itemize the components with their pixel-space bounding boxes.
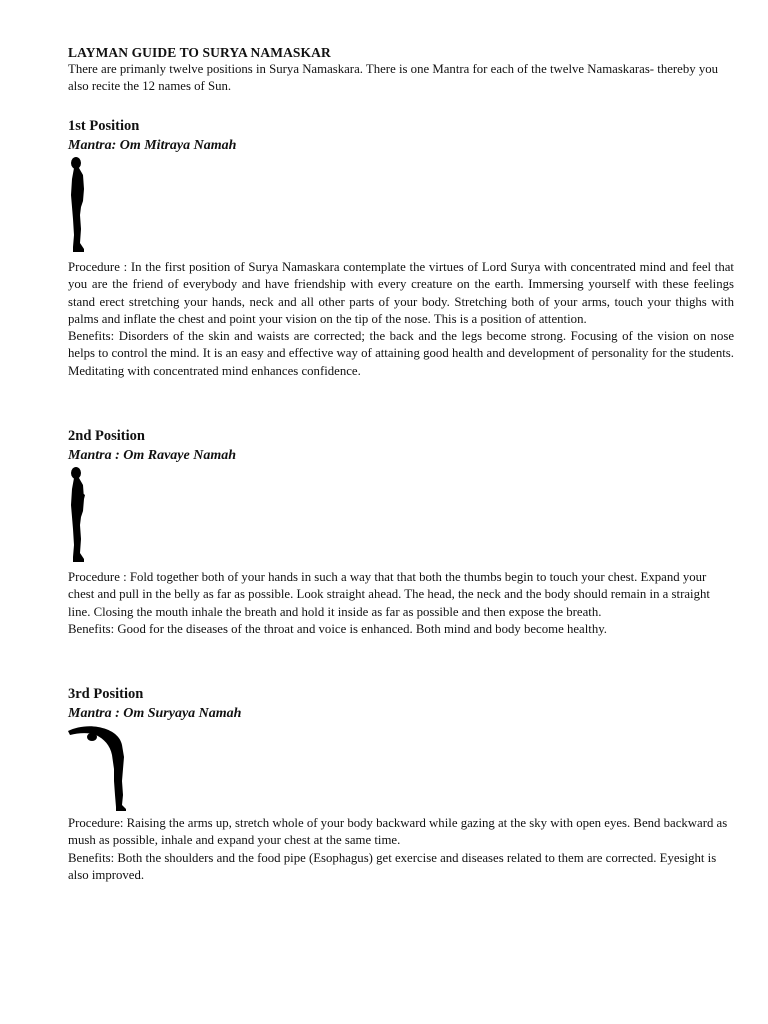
benefits-text: Benefits: Disorders of the skin and waists are corrected; the back and the legs become strong. Focusing of the vision on nose helps to control the mind. It is an easy and effective way of attaining good health and development of personality for the students. Meditating with concentrated mind enhances confidence. <box>68 329 734 378</box>
benefits-text: Benefits: Both the shoulders and the food pipe (Esophagus) get exercise and diseases related to them are corrected. Eyesight is also improved. <box>68 850 717 882</box>
document-intro: There are primanly twelve positions in Surya Namaskara. There is one Mantra for each of the twelve Namaskaras- thereby you also recite the 12 names of Sun. <box>68 62 719 93</box>
section-heading: 2nd Position <box>68 428 145 444</box>
document-page <box>68 44 734 882</box>
section-heading: 1st Position <box>68 118 140 134</box>
standing-pose-figure-icon <box>68 157 92 255</box>
backbend-pose-figure-icon <box>68 725 130 813</box>
section-3rd-position <box>68 684 734 884</box>
procedure-text: Procedure : In the first position of Surya Namaskara contemplate the virtues of Lord Surya with concentrated mind and feel that you are the friend of everybody and have friendship with every creature on the earth. Immersing yourself with these feelings stand erect stretching your hands, neck and all other parts of your body. Stretching both of your arms, touch your thighs with palms and inflate the chest and point your vision on the tip of the nose. This is a position of attention. <box>68 260 734 326</box>
benefits-text: Benefits: Good for the diseases of the throat and voice is enhanced. Both mind and body become healthy. <box>68 621 607 636</box>
section-heading: 3rd Position <box>68 686 144 702</box>
document-title: LAYMAN GUIDE TO SURYA NAMASKAR <box>68 45 331 60</box>
mantra-text: Mantra : Om Ravaye Namah <box>68 448 236 463</box>
standing-pose-figure-icon <box>68 467 92 565</box>
section-2nd-position <box>68 426 734 638</box>
procedure-text: Procedure: Raising the arms up, stretch whole of your body backward while gazing at the sky with open eyes. Bend backward as mush as possible, inhale and expand your chest at the same time. <box>68 816 728 848</box>
mantra-text: Mantra: Om Mitraya Namah <box>68 138 237 153</box>
mantra-text: Mantra : Om Suryaya Namah <box>68 706 242 721</box>
section-1st-position <box>68 116 734 380</box>
procedure-text: Procedure : Fold together both of your hands in such a way that that both the thumbs begin to touch your chest. Expand your chest and pull in the belly as far as possible. Look straight ahead. The head, the neck and the body should remain in a straight line. Closing the mouth inhale the breath and hold it inside as far as possible and then expose the breath. <box>68 570 710 619</box>
